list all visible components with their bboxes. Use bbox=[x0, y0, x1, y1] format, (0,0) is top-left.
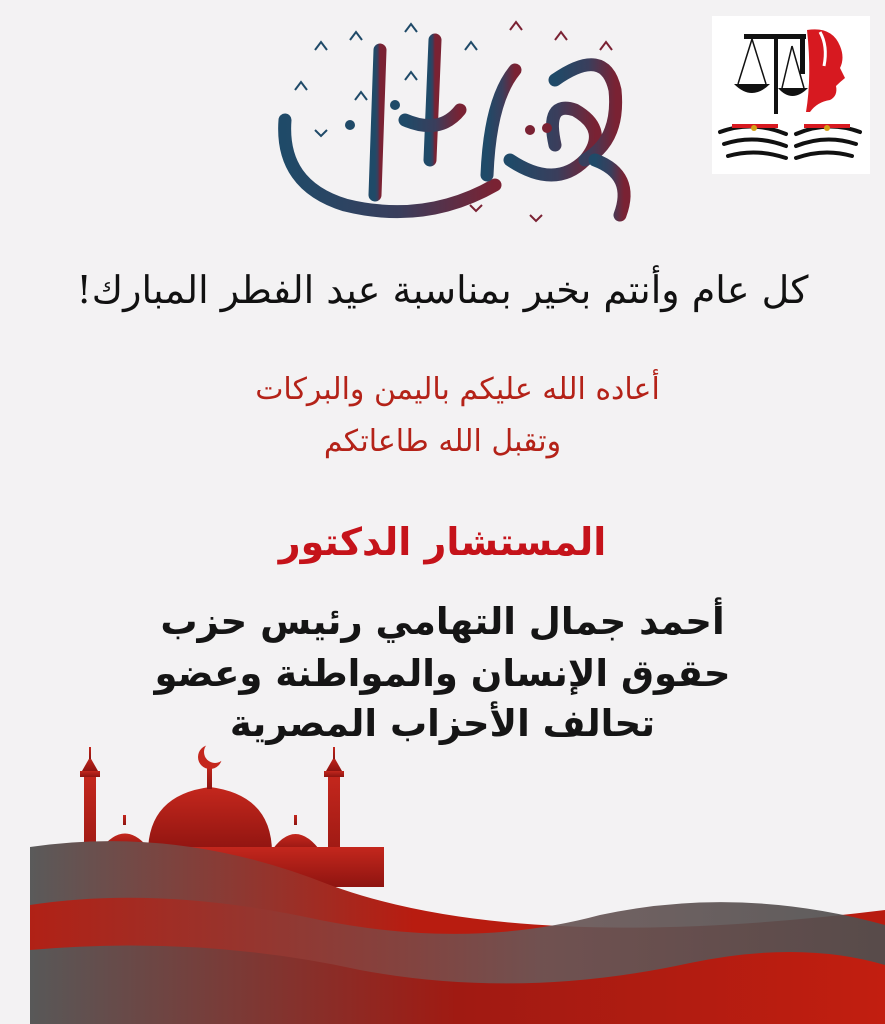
sender-name-line-2: حقوق الإنسان والمواطنة وعضو bbox=[154, 652, 731, 695]
crescent-moon-icon bbox=[198, 741, 226, 769]
sender-name-line-3: تحالف الأحزاب المصرية bbox=[229, 702, 656, 745]
mosque-waves-scene bbox=[0, 735, 885, 1024]
sender-name-line-1: أحمد جمال التهامي رئيس حزب bbox=[160, 600, 725, 643]
eid-greeting: كل عام وأنتم بخير بمناسبة عيد الفطر المبارك! bbox=[76, 268, 809, 312]
wish-line-2: وتقبل الله طاعاتكم bbox=[323, 424, 562, 459]
sender-title: المستشار الدكتور bbox=[278, 520, 607, 564]
eid-mubarak-calligraphy bbox=[255, 10, 645, 240]
logo-graphic bbox=[712, 16, 870, 174]
scales-of-justice-logo bbox=[712, 16, 870, 174]
wish-line-1: أعاده الله عليكم باليمن والبركات bbox=[255, 372, 660, 407]
